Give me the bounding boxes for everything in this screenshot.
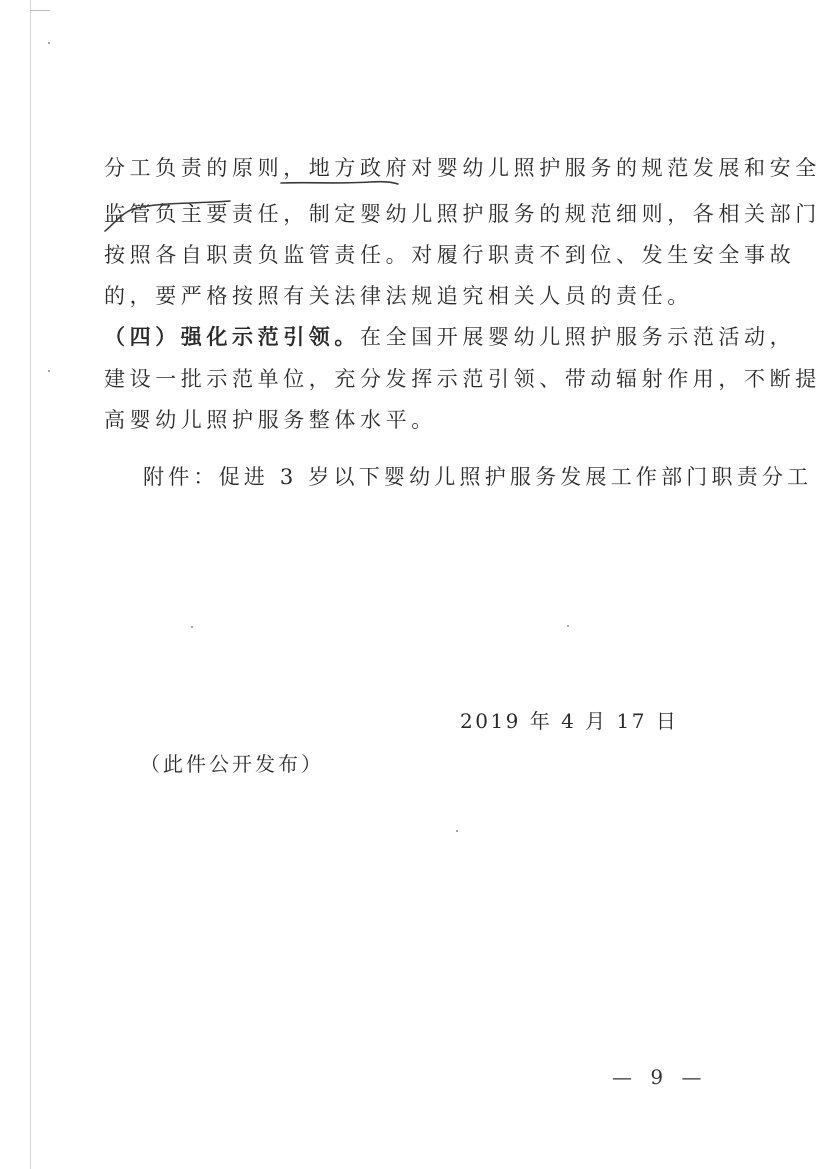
scan-speck (191, 626, 193, 628)
scan-speck (48, 370, 50, 372)
section-heading: （四）强化示范引领。 (104, 325, 360, 349)
scan-speck (48, 42, 50, 44)
paragraph-line-6: 建设一批示范单位，充分发挥示范引领、带动辐射作用，不断提 (104, 367, 821, 391)
paragraph-line-4: 的，要严格按照有关法律法规追究相关人员的责任。 (104, 284, 693, 308)
page-number: — 9 — (612, 1065, 708, 1089)
attachment-line: 附件：促进 3 岁以下婴幼儿照护服务发展工作部门职责分工 (143, 465, 813, 489)
paragraph-line-5 (104, 322, 796, 352)
paragraph-line-2: 监管负主要责任，制定婴幼儿照护服务的规范细则，各相关部门 (104, 202, 821, 226)
publication-note: （此件公开发布） (140, 752, 324, 776)
document-date: 2019 年 4 月 17 日 (460, 709, 679, 733)
scan-edge-line (30, 0, 31, 1169)
paragraph-line-7: 高婴幼儿照护服务整体水平。 (104, 408, 437, 432)
paragraph-line-1: 分工负责的原则，地方政府对婴幼儿照护服务的规范发展和安全 (104, 156, 821, 180)
paragraph-line-3: 按照各自职责负监管责任。对履行职责不到位、发生安全事故 (104, 243, 796, 267)
scan-speck (456, 830, 458, 832)
scan-corner-mark (30, 10, 50, 11)
scan-speck (567, 625, 569, 627)
section-text: 在全国开展婴幼儿照护服务示范活动， (360, 325, 796, 349)
